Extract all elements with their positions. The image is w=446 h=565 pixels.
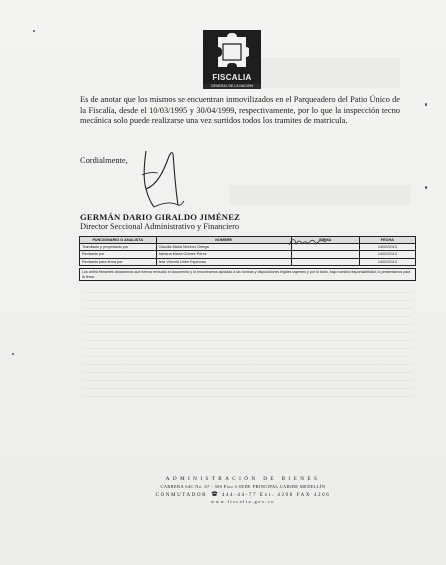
row-signature	[291, 251, 359, 258]
phone-icon	[211, 491, 218, 496]
signer-title: Director Seccional Administrativo y Financiero	[80, 222, 240, 231]
header-role: FUNCIONARIO O ANALISTA	[80, 237, 157, 244]
footer-title: ADMINISTRACIÓN DE BIENES	[165, 476, 321, 482]
header-date: FECHA	[359, 237, 415, 244]
footer-phone-number: 444-44-77 Ext. 4208	[221, 493, 294, 498]
footer-phone-line	[118, 491, 368, 498]
row-date: 14/02/2013	[359, 244, 415, 251]
bleed-through-mark	[250, 58, 400, 88]
signer-name: GERMÁN DARIO GIRALDO JIMÉNEZ	[80, 212, 241, 222]
row-date: 14/02/2013	[359, 251, 415, 258]
scan-speck	[12, 353, 14, 355]
scan-speck	[33, 30, 35, 32]
handwritten-initials	[286, 236, 330, 248]
review-table-header-row	[80, 237, 416, 244]
header-name: NOMBRE	[156, 237, 291, 244]
puzzle-emblem-icon	[215, 32, 249, 70]
row-signature	[291, 258, 359, 265]
footer-address: CARRERA 64C No. 67 - 300 Piso 3 SEDE PRINCIPAL CARIBE MEDELLÍN	[160, 484, 326, 489]
row-role: Revisado para firma por	[80, 258, 157, 265]
scan-speck	[425, 186, 427, 189]
scan-speck	[425, 103, 427, 106]
bleed-through-mark	[82, 292, 412, 402]
row-name: Adriana María Gómez Pérez	[156, 251, 291, 258]
footer-website: www.fiscalia.gov.co	[211, 499, 275, 504]
table-row	[80, 258, 416, 265]
review-table	[79, 236, 416, 266]
row-name: Claudia María Moreno Ortega	[156, 244, 291, 251]
row-role: Tramitado y proyectado por	[80, 244, 157, 251]
row-name: Ana Victoria Uribe Espinosa	[156, 258, 291, 265]
footer-phone-label: CONMUTADOR	[155, 493, 208, 498]
row-date: 14/02/2013	[359, 258, 415, 265]
table-row	[80, 244, 416, 251]
bleed-through-mark	[230, 185, 410, 205]
table-row	[80, 251, 416, 258]
letter-closing: Cordialmente,	[80, 156, 128, 165]
review-table-note: Los arriba firmantes declaramos que hemos revisado el documento y lo encontramos ajustado a las normas y disposiciones legales vigentes y por lo tanto, bajo nuestra responsabilidad, lo presentamos para la firma.	[79, 268, 416, 281]
handwritten-signature	[132, 145, 192, 213]
header-signature: FIRMA	[291, 237, 359, 244]
footer-fax: FAX 4206	[296, 493, 331, 498]
row-role: Revisado por	[80, 251, 157, 258]
logo-subtitle: GENERAL DE LA NACIÓN	[203, 84, 261, 89]
logo-wordmark: FISCALIA	[203, 72, 261, 84]
letter-paragraph: Es de anotar que los mismos se encuentran inmovilizados en el Parqueadero del Patio Único de la Fiscalía, desde el 10/03/1995 y 30/04/1999, respectivamente, por lo que la inspección tecno mecánica solo puede realizarse una vez surtidos todos los tramites de matricula.	[80, 95, 400, 125]
